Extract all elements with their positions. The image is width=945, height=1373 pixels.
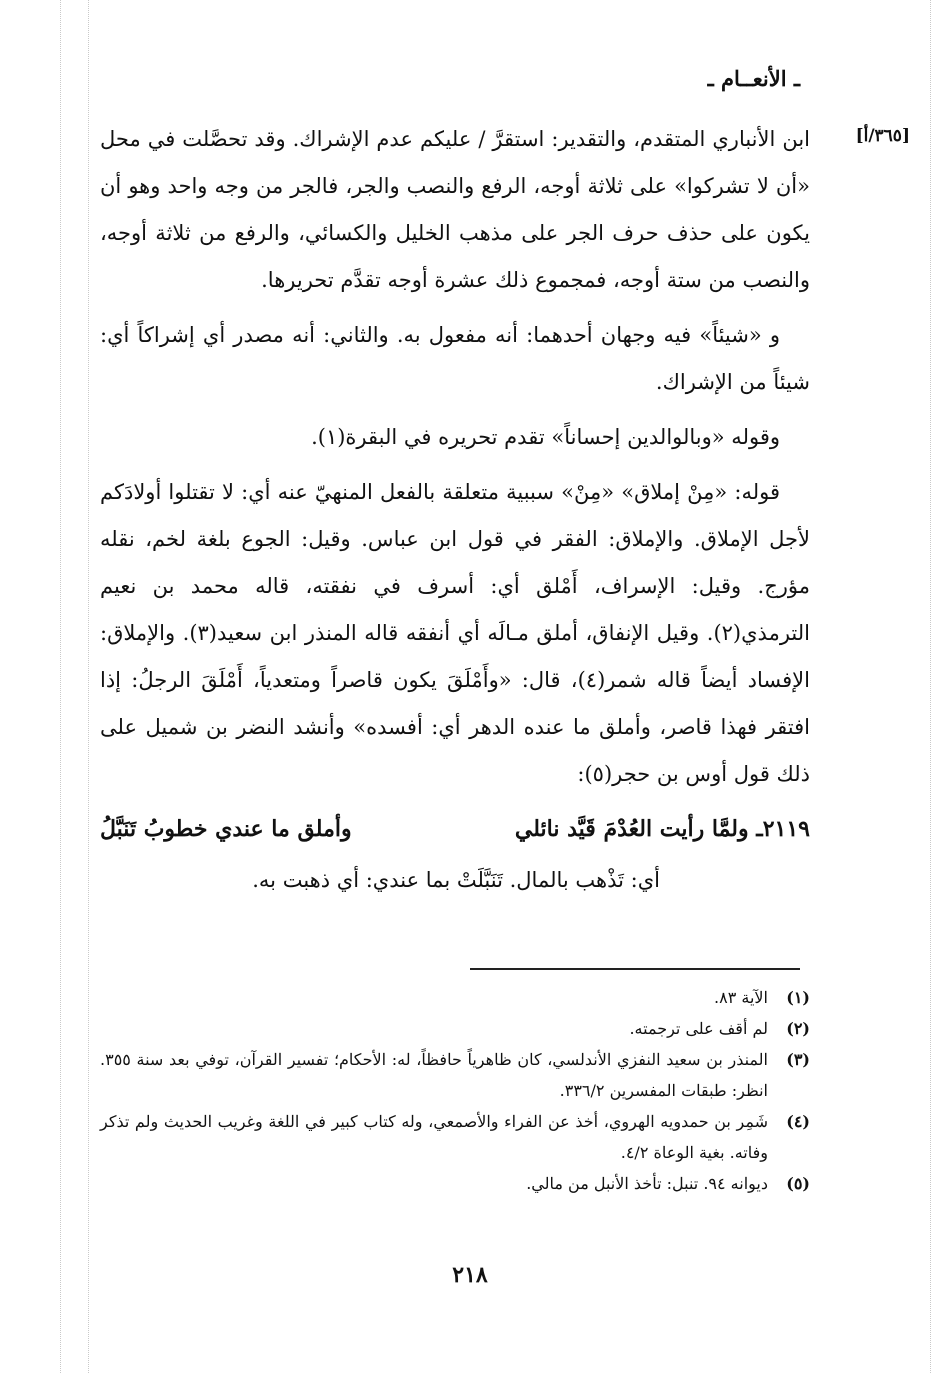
- footnote-text: المنذر بن سعيد النفزي الأندلسي، كان ظاهرياً حافظاً، له: الأحكام؛ تفسير القرآن، توفي بعد سنة ٣٥٥. انظر: طبقات المفسرين ٣٣٦/٢.: [100, 1050, 768, 1100]
- footnote-number: (١): [786, 988, 810, 1007]
- footnote-text: الآية ٨٣.: [714, 988, 768, 1007]
- footnote-item: [100, 1168, 810, 1199]
- running-header: ـ الأنعــام ـ: [707, 66, 800, 91]
- footnote-item: [100, 1106, 810, 1168]
- paragraph: و «شيئاً» فيه وجهان أحدهما: أنه مفعول به. والثاني: أنه مصدر أي إشراكاً أي: شيئاً من الإشراك.: [100, 323, 810, 394]
- verse-first-hemistich: ولمَّا رأيت العُدْمَ قَيَّد نائلي: [514, 816, 749, 842]
- footnote-item: [100, 982, 810, 1013]
- footnote-number: (٥): [786, 1174, 810, 1193]
- verse-explanation: أي: تَذْهب بالمال. تَنَبَّلَتْ بما عندي: أي ذهبت به.: [252, 868, 660, 892]
- footnote-number: (٢): [786, 1019, 810, 1038]
- page-edge-dots-left: [60, 0, 61, 1373]
- footnote-item: [100, 1044, 810, 1106]
- paragraph: ابن الأنباري المتقدم، والتقدير: استقرَّ / عليكم عدم الإشراك. وقد تحصَّلت في محل «أن لا تشركوا» على ثلاثة أوجه، الرفع والنصب والجر، فالجر من وجه واحد وهو أن يكون على حذف حرف الجر على مذهب الخليل والكسائي، والرفع من ثلاثة أوجه، والنصب من ستة أوجه، فمجموع ذلك عشرة أوجه تقدَّم تحريرها.: [100, 127, 810, 292]
- page-edge-dots-left-inner: [88, 0, 89, 1373]
- page-edge-dots-right: [930, 0, 931, 1373]
- footnote-number: (٣): [786, 1050, 810, 1069]
- verse-number: ٢١١٩ـ: [756, 816, 810, 842]
- footnote-number: (٤): [786, 1112, 810, 1131]
- paragraph: قوله: «مِنْ إملاق» «مِنْ» سببية متعلقة بالفعل المنهيّ عنه أي: لا تقتلوا أولادَكم لأجل الإملاق. والإملاق: الفقر في قول ابن عباس. وقيل: الجوع بلغة لخم، نقله مؤرج. وقيل: الإسراف، أَمْلق أي: أسرف في نفقته، قاله محمد بن نعيم الترمذي(٢). وقيل الإنفاق، أملق مـالَه أي أنفقه قاله المنذر ابن سعيد(٣). والإملاق: الإفساد أيضاً قاله شمر(٤)، قال: «وأَمْلَقَ يكون قاصراً ومتعدياً، أَمْلَقَ الرجلُ: إذا افتقر فهذا قاصر، وأملق ما عنده الدهر أي: أفسده» وأنشد النضر بن شميل على ذلك قول أوس بن حجر(٥):: [100, 480, 810, 786]
- poetry-verse: [100, 806, 810, 853]
- footnote-text: ديوانه ٩٤. تنبل: تأخذ الأنبل من مالي.: [526, 1174, 768, 1193]
- footnote-text: شَمِر بن حمدويه الهروي، أخذ عن الفراء والأصمعي، وله كتاب كبير في اللغة وغريب الحديث ولم تذكر وفاته. بغية الوعاة ٤/٢.: [100, 1112, 768, 1162]
- paragraph: وقوله «وبالوالدين إحساناً» تقدم تحريره في البقرة(١).: [311, 425, 780, 449]
- page-number: ٢١٨: [452, 1262, 488, 1288]
- footnote-item: [100, 1013, 810, 1044]
- footnote-text: لم أقف على ترجمته.: [629, 1019, 768, 1038]
- footnotes: [100, 982, 810, 1199]
- verse-first-part: [515, 806, 810, 853]
- footnote-separator: [470, 968, 800, 970]
- main-text: [100, 116, 810, 912]
- verse-second-hemistich: وأملق ما عندي خطوبُ تَنَبَّلُ: [100, 816, 352, 842]
- margin-reference: [٣٦٥/أ]: [855, 126, 910, 146]
